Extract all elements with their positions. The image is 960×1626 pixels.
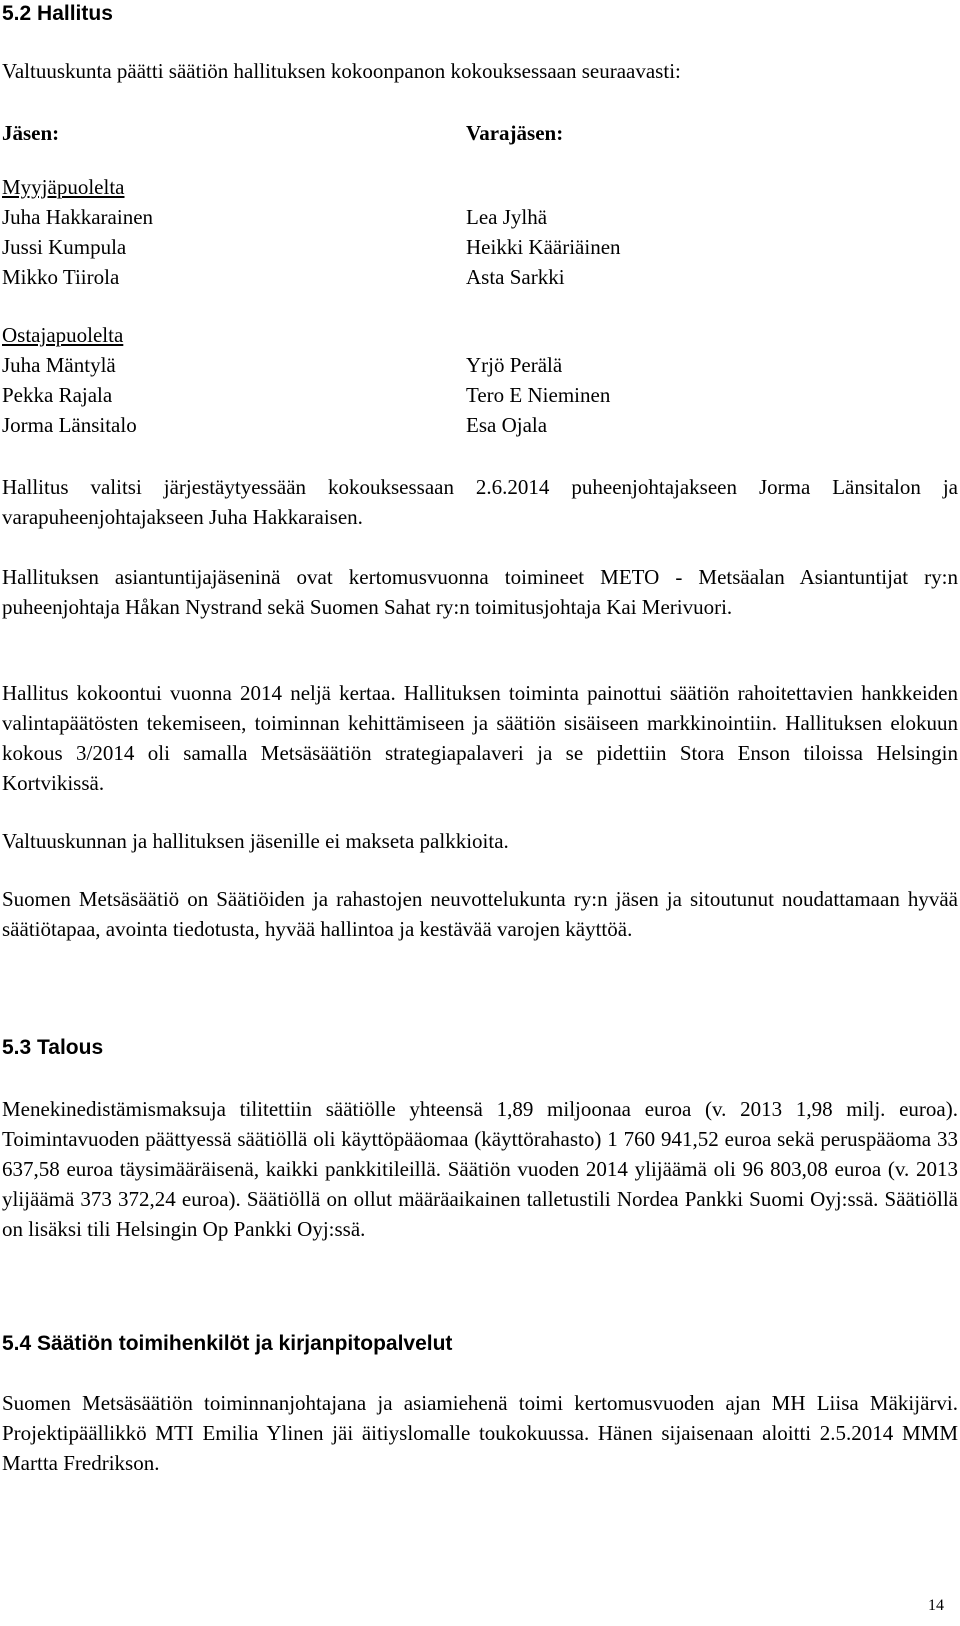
paragraph-finances: Menekinedistämismaksuja tilitettiin säätiölle yhteensä 1,89 miljoonaa euroa (v. 2013 1,98 milj. euroa). Toimintavuoden päättyessä säätiöllä oli käyttöpääomaa (käyttörahasto) 1 760 941,52 euroa sekä peruspääoma 33 637,58 euroa täysimääräisenä, kaikki pankkitileillä. Säätiön vuoden 2014 ylijäämä oli 96 803,08 euroa (v. 2013 ylijäämä 373 372,24 euroa). Säätiöllä on ollut määräaikainen talletustili Nordea Pankki Suomi Oyj:ssä. Säätiöllä on lisäksi tili Helsingin Op Pankki Oyj:ssä. xyxy=(2,1097,958,1241)
seller-side-label: Myyjäpuolelta xyxy=(2,175,125,199)
buyer-side-label: Ostajapuolelta xyxy=(2,323,124,347)
deputy-name: Yrjö Perälä xyxy=(466,353,563,377)
member-name: Juha Mäntylä xyxy=(2,353,116,377)
page-number: 14 xyxy=(928,1597,944,1614)
paragraph-fees: Valtuuskunnan ja hallituksen jäsenille ei makseta palkkioita. xyxy=(2,829,509,853)
member-name: Mikko Tiirola xyxy=(2,265,120,289)
member-name: Pekka Rajala xyxy=(2,383,113,407)
paragraph-board-election: Hallitus valitsi järjestäytyessään kokouksessaan 2.6.2014 puheenjohtajakseen Jorma Länsitalon ja varapuheenjohtajakseen Juha Hakkaraisen. xyxy=(2,475,958,529)
paragraph-foundation-practice: Suomen Metsäsäätiö on Säätiöiden ja rahastojen neuvottelukunta ry:n jäsen ja sitoutunut noudattamaan hyvää säätiötapaa, avointa tiedotusta, hyvää hallintoa ja kestävää varojen käyttöä. xyxy=(2,887,958,941)
section-heading-5-4: 5.4 Säätiön toimihenkilöt ja kirjanpitopalvelut xyxy=(2,1332,453,1355)
paragraph-expert-members: Hallituksen asiantuntijajäseninä ovat kertomusvuonna toimineet METO - Metsäalan Asiantuntijat ry:n puheenjohtaja Håkan Nystrand sekä Suomen Sahat ry:n toimitusjohtaja Kai Merivuori. xyxy=(2,565,958,619)
member-column-header: Jäsen: xyxy=(2,121,60,145)
deputy-name: Heikki Kääriäinen xyxy=(466,235,621,259)
member-name: Juha Hakkarainen xyxy=(2,205,154,229)
deputy-column-header: Varajäsen: xyxy=(466,121,564,145)
section-heading-5-3: 5.3 Talous xyxy=(2,1036,104,1059)
member-name: Jorma Länsitalo xyxy=(2,413,137,437)
paragraph-meetings: Hallitus kokoontui vuonna 2014 neljä kertaa. Hallituksen toiminta painottui säätiön rahoitettavien hankkeiden valintapäätösten tekemiseen, toiminnan kehittämiseen ja säätiön sisäiseen markkinointiin. Hallituksen elokuun kokous 3/2014 oli samalla Metsäsäätiön strategiapalaveri ja se pidettiin Stora Enson tiloissa Helsingin Kortvikissä. xyxy=(2,681,958,795)
deputy-name: Tero E Nieminen xyxy=(466,383,611,407)
section-heading-5-2: 5.2 Hallitus xyxy=(2,2,113,25)
deputy-name: Esa Ojala xyxy=(466,413,548,437)
board-intro-text: Valtuuskunta päätti säätiön hallituksen kokoonpanon kokouksessaan seuraavasti: xyxy=(2,59,681,83)
member-name: Jussi Kumpula xyxy=(2,235,127,259)
deputy-name: Lea Jylhä xyxy=(466,205,548,229)
deputy-name: Asta Sarkki xyxy=(466,265,565,289)
paragraph-staff: Suomen Metsäsäätiön toiminnanjohtajana ja asiamiehenä toimi kertomusvuoden ajan MH Liisa Mäkijärvi. Projektipäällikkö MTI Emilia Ylinen jäi äitiyslomalle toukokuussa. Hänen sijaisenaan aloitti 2.5.2014 MMM Martta Fredrikson. xyxy=(2,1391,958,1475)
